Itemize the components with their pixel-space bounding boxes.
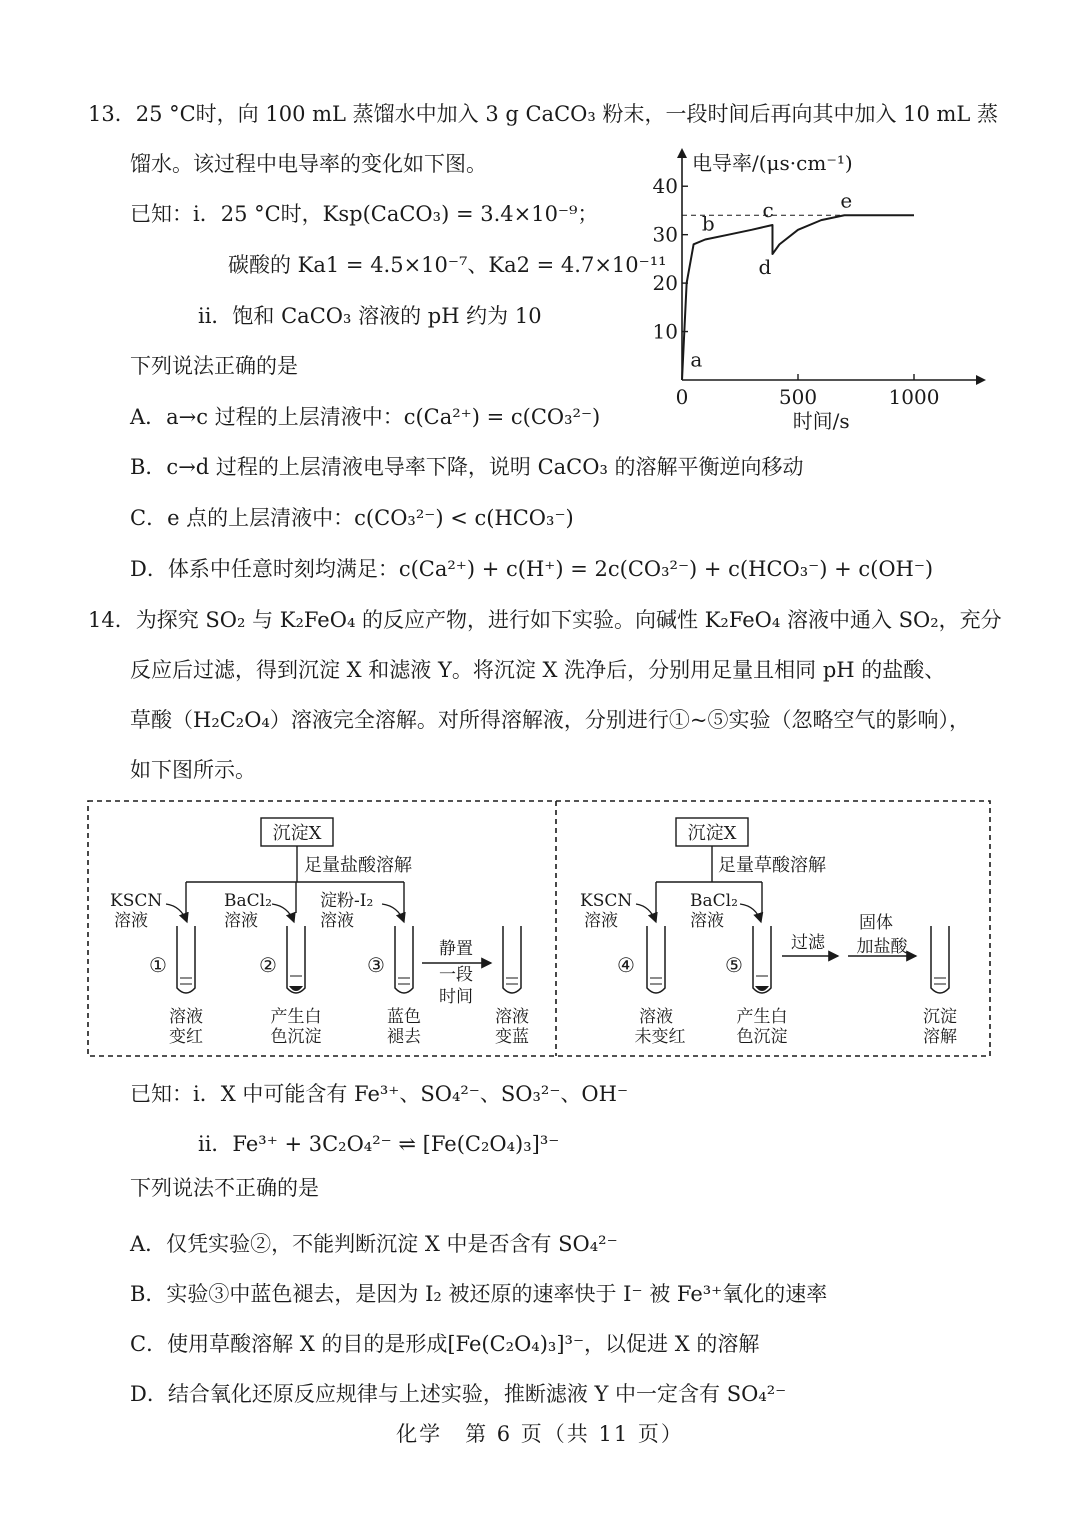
q13-option-c: C．e 点的上层清液中：c(CO₃²⁻) < c(HCO₃⁻) xyxy=(130,506,574,530)
q13-prompt: 下列说法正确的是 xyxy=(130,354,298,378)
y-axis-arrow xyxy=(677,148,687,158)
q14-known2: ii．Fe³⁺ + 3C₂O₄²⁻ ⇌ [Fe(C₂O₄)₃]³⁻ xyxy=(198,1132,560,1156)
left-reagent2-line2: 溶液 xyxy=(224,911,258,931)
filter-label: 过滤 xyxy=(791,933,825,953)
y-tick-label: 10 xyxy=(652,319,678,344)
right-result2-line1: 产生白 xyxy=(736,1007,788,1027)
q14-option-a: A．仅凭实验②，不能判断沉淀 X 中是否含有 SO₄²⁻ xyxy=(130,1232,618,1256)
x-tick-label: 0 xyxy=(675,385,689,409)
right-reagent2-line2: 溶液 xyxy=(690,911,724,931)
x-tick-label: 500 xyxy=(778,385,818,409)
left-result4-line1: 溶液 xyxy=(495,1007,529,1027)
x-tick-label: 1000 xyxy=(888,385,940,409)
y-tick-label: 20 xyxy=(652,271,678,296)
q14-option-b: B．实验③中蓝色褪去，是因为 I₂ 被还原的速率快于 I⁻ 被 Fe³⁺氧化的速率 xyxy=(130,1282,828,1306)
left-result4-line2: 变蓝 xyxy=(495,1027,529,1047)
left-box-label: 沉淀X xyxy=(272,823,322,844)
solid-label-1: 固体 xyxy=(859,913,893,933)
left-result3-line1: 蓝色 xyxy=(387,1007,421,1027)
q14-line3: 草酸（H₂C₂O₄）溶液完全溶解。对所得溶解液，分别进行①~⑤实验（忽略空气的影响）， xyxy=(130,708,970,732)
right-result1-line1: 溶液 xyxy=(639,1007,673,1027)
left-result2-line1: 产生白 xyxy=(270,1007,322,1027)
right-label-4: ④ xyxy=(617,953,635,977)
q13-option-a: A．a→c 过程的上层清液中：c(Ca²⁺) = c(CO₃²⁻) xyxy=(130,405,601,429)
q13-line2: 馏水。该过程中电导率的变化如下图。 xyxy=(130,152,487,176)
right-tube-4 xyxy=(647,926,665,993)
right-label-5: ⑤ xyxy=(725,953,743,977)
standing-label-3: 时间 xyxy=(439,987,473,1007)
conductivity-curve xyxy=(682,215,914,380)
right-reagent1-line2: 溶液 xyxy=(584,911,618,931)
right-result3-line1: 沉淀 xyxy=(923,1007,957,1027)
left-tube-1 xyxy=(177,926,195,993)
page-footer: 化学 第 6 页（共 11 页） xyxy=(396,1422,684,1446)
q13-line1: 13．25 °C时，向 100 mL 蒸馏水中加入 3 g CaCO₃ 粉末，一段时间后再向其中加入 10 mL 蒸 xyxy=(88,102,999,126)
standing-label-2: 一段 xyxy=(439,965,473,985)
left-result1-line2: 变红 xyxy=(169,1027,203,1047)
x-axis-arrow xyxy=(976,375,986,385)
right-result3-line2: 溶解 xyxy=(923,1027,957,1047)
point-label-a: a xyxy=(690,347,703,372)
q14-line1: 14．为探究 SO₂ 与 K₂FeO₄ 的反应产物，进行如下实验。向碱性 K₂FeO₄ 溶液中通入 SO₂，充分 xyxy=(88,608,1002,632)
left-reagent1-line1: KSCN xyxy=(110,891,163,911)
right-box-label: 沉淀X xyxy=(687,823,737,844)
left-reagent1-line2: 溶液 xyxy=(114,911,148,931)
left-reagent3-line2: 溶液 xyxy=(320,911,354,931)
q14-line2: 反应后过滤，得到沉淀 X 和滤液 Y。将沉淀 X 洗净后，分别用足量且相同 pH 的盐酸、 xyxy=(130,658,946,682)
q14-option-d: D．结合氧化还原反应规律与上述实验，推断滤液 Y 中一定含有 SO₄²⁻ xyxy=(130,1382,787,1406)
right-result1-line2: 未变红 xyxy=(634,1027,686,1047)
left-result1-line1: 溶液 xyxy=(169,1007,203,1027)
conductivity-chart xyxy=(650,140,990,440)
y-tick-label: 30 xyxy=(652,222,678,247)
q14-line4: 如下图所示。 xyxy=(130,758,256,782)
right-dissolve-label: 足量草酸溶解 xyxy=(718,855,826,876)
left-reagent2-line1: BaCl₂ xyxy=(224,891,272,911)
left-tube-2 xyxy=(287,926,305,993)
point-label-d: d xyxy=(758,255,772,280)
point-label-e: e xyxy=(840,188,853,213)
left-dissolve-label: 足量盐酸溶解 xyxy=(304,855,412,876)
q14-option-c: C．使用草酸溶解 X 的目的是形成[Fe(C₂O₄)₃]³⁻，以促进 X 的溶解 xyxy=(130,1332,760,1356)
right-reagent1-line1: KSCN xyxy=(580,891,633,911)
q13-option-d: D．体系中任意时刻均满足：c(Ca²⁺) + c(H⁺) = 2c(CO₃²⁻) + c(HCO₃⁻) + c(OH⁻) xyxy=(130,557,934,581)
y-axis-label: 电导率/(μs·cm⁻¹) xyxy=(692,151,853,175)
left-tube-3 xyxy=(395,926,413,993)
q13-known1: 已知：i．25 °C时，Ksp(CaCO₃) = 3.4×10⁻⁹； xyxy=(130,202,599,226)
point-label-b: b xyxy=(701,211,715,236)
left-reagent3-line1: 淀粉-I₂ xyxy=(320,891,374,911)
right-reagent2-line1: BaCl₂ xyxy=(690,891,738,911)
q14-known1: 已知：i．X 中可能含有 Fe³⁺、SO₄²⁻、SO₃²⁻、OH⁻ xyxy=(130,1082,629,1106)
left-result3-line2: 褪去 xyxy=(387,1027,421,1047)
q13-known2: 碳酸的 Ka1 = 4.5×10⁻⁷、Ka2 = 4.7×10⁻¹¹ xyxy=(228,253,667,277)
y-tick-label: 40 xyxy=(652,174,678,199)
left-label-2: ② xyxy=(259,953,277,977)
left-label-1: ① xyxy=(149,953,167,977)
experiment-diagram xyxy=(86,798,996,1060)
q13-option-b: B．c→d 过程的上层清液电导率下降，说明 CaCO₃ 的溶解平衡逆向移动 xyxy=(130,455,804,479)
standing-label-1: 静置 xyxy=(439,939,473,959)
right-result2-line2: 色沉淀 xyxy=(736,1027,788,1047)
q14-prompt: 下列说法不正确的是 xyxy=(130,1176,319,1200)
left-tube-4 xyxy=(503,926,521,993)
q13-known3: ii．饱和 CaCO₃ 溶液的 pH 约为 10 xyxy=(198,304,542,328)
x-axis-label: 时间/s xyxy=(792,409,850,433)
left-result2-line2: 色沉淀 xyxy=(270,1027,322,1047)
left-label-3: ③ xyxy=(367,953,385,977)
point-label-c: c xyxy=(762,197,774,222)
right-tube-final xyxy=(931,926,949,993)
right-tube-5 xyxy=(753,926,771,993)
solid-label-2: 加盐酸 xyxy=(856,937,908,957)
